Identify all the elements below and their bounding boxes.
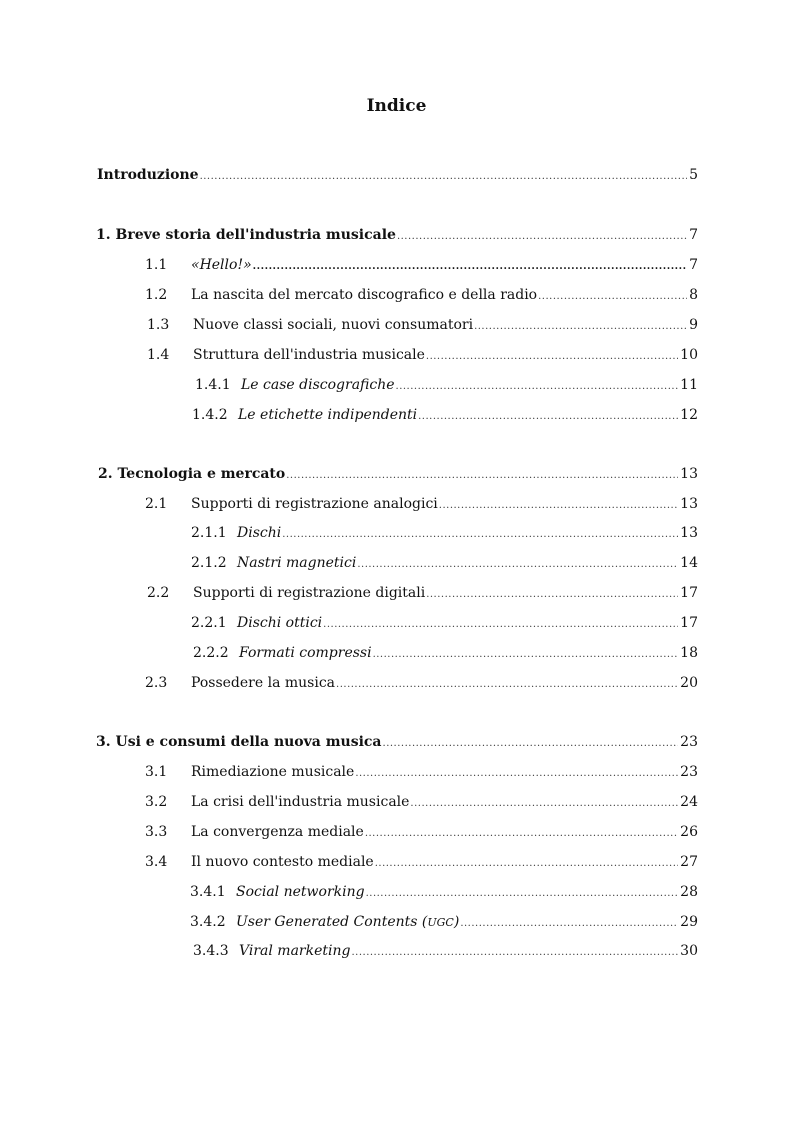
dot-leader bbox=[383, 733, 679, 753]
toc-entry-number: 1.4 bbox=[147, 347, 170, 363]
toc-entry-1-4[interactable] bbox=[147, 344, 698, 366]
toc-entry-number: 1.1 bbox=[145, 257, 168, 273]
toc-entry-1-3[interactable] bbox=[147, 314, 698, 336]
toc-entry-number: 3.3 bbox=[145, 824, 168, 840]
toc-entry-title: 2. Tecnologia e mercato bbox=[98, 466, 286, 482]
toc-entry-3-1[interactable] bbox=[145, 761, 698, 783]
toc-entry-title: «Hello!» bbox=[191, 257, 252, 273]
page-title: Indice bbox=[366, 96, 427, 116]
toc-entry-title-text: User Generated Contents ( bbox=[236, 914, 428, 930]
toc-entry-page: 29 bbox=[680, 914, 698, 930]
toc-entry-page: 30 bbox=[680, 943, 698, 959]
toc-entry-2-3[interactable] bbox=[145, 672, 698, 694]
dot-leader bbox=[336, 674, 678, 694]
toc-entry-2-2[interactable] bbox=[147, 582, 698, 604]
toc-entry-number: 2.2.1 bbox=[191, 615, 227, 631]
toc-entry-title: Nuove classi sociali, nuovi consumatori bbox=[193, 317, 474, 333]
toc-entry-title: La crisi dell'industria musicale bbox=[191, 794, 410, 810]
toc-entry-1-1[interactable] bbox=[145, 254, 698, 276]
toc-entry-number: 3.4.1 bbox=[190, 884, 226, 900]
toc-entry-title-abbr: UGC bbox=[427, 916, 454, 929]
toc-entry-page: 12 bbox=[680, 407, 698, 423]
toc-entry-number: 2.1 bbox=[145, 496, 168, 512]
toc-entry-title: Supporti di registrazione digitali bbox=[193, 585, 426, 601]
toc-entry-number: 1.4.2 bbox=[192, 407, 228, 423]
toc-entry-page: 23 bbox=[680, 764, 698, 780]
toc-entry-2-1-1[interactable] bbox=[191, 522, 698, 544]
toc-entry-title: La nascita del mercato discografico e della radio bbox=[191, 287, 538, 303]
toc-entry-title: Introduzione bbox=[97, 167, 199, 183]
toc-entry-3-4-3[interactable] bbox=[193, 940, 698, 962]
toc-entry-2-1[interactable] bbox=[145, 493, 698, 515]
dot-leader bbox=[396, 376, 679, 396]
toc-entry-number: 1.4.1 bbox=[195, 377, 231, 393]
dot-leader bbox=[282, 524, 678, 544]
toc-entry-title: Il nuovo contesto mediale bbox=[191, 854, 374, 870]
toc-entry-title: Le case discografiche bbox=[241, 377, 395, 393]
toc-entry-page: 13 bbox=[680, 525, 698, 541]
toc-entry-page: 7 bbox=[689, 257, 698, 273]
toc-entry-number: 2.3 bbox=[145, 675, 168, 691]
toc-entry-number: 3.4.3 bbox=[193, 943, 229, 959]
toc-entry-page: 20 bbox=[680, 675, 698, 691]
toc-entry-number: 2.1.1 bbox=[191, 525, 227, 541]
dot-leader bbox=[426, 346, 678, 366]
toc-entry-page: 24 bbox=[680, 794, 698, 810]
dot-leader bbox=[253, 256, 687, 276]
toc-entry-number: 3.4.2 bbox=[190, 914, 226, 930]
toc-entry-3-3[interactable] bbox=[145, 821, 698, 843]
toc-entry-number: 1.3 bbox=[147, 317, 170, 333]
toc-entry-page: 28 bbox=[680, 884, 698, 900]
toc-entry-title: Supporti di registrazione analogici bbox=[191, 496, 438, 512]
dot-leader bbox=[439, 495, 678, 515]
toc-entry-title: Formati compressi bbox=[239, 645, 372, 661]
toc-entry-number: 3.2 bbox=[145, 794, 168, 810]
toc-entry-title: Viral marketing bbox=[239, 943, 351, 959]
dot-leader bbox=[418, 406, 678, 426]
dot-leader bbox=[286, 465, 678, 485]
toc-entry-chapter-3[interactable] bbox=[96, 731, 698, 753]
toc-entry-introduzione[interactable] bbox=[97, 164, 698, 186]
toc-entry-page: 9 bbox=[689, 317, 698, 333]
toc-entry-title: Dischi bbox=[237, 525, 282, 541]
dot-leader bbox=[355, 763, 678, 783]
toc-entry-1-4-2[interactable] bbox=[192, 404, 698, 426]
dot-leader bbox=[426, 584, 678, 604]
toc-entry-title bbox=[236, 911, 459, 933]
toc-entry-chapter-1[interactable] bbox=[96, 224, 698, 246]
toc-entry-title: La convergenza mediale bbox=[191, 824, 364, 840]
toc-entry-title: Rimediazione musicale bbox=[191, 764, 355, 780]
toc-entry-2-2-1[interactable] bbox=[191, 612, 698, 634]
toc-entry-page: 8 bbox=[689, 287, 698, 303]
dot-leader bbox=[357, 554, 678, 574]
toc-entry-title: 1. Breve storia dell'industria musicale bbox=[96, 227, 396, 243]
toc-entry-page: 13 bbox=[680, 466, 698, 482]
toc-entry-chapter-2[interactable] bbox=[98, 463, 698, 485]
toc-entry-title: 3. Usi e consumi della nuova musica bbox=[96, 734, 382, 750]
toc-entry-number: 2.2 bbox=[147, 585, 170, 601]
dot-leader bbox=[323, 614, 678, 634]
dot-leader bbox=[410, 793, 678, 813]
dot-leader bbox=[538, 286, 687, 306]
toc-entry-title: Dischi ottici bbox=[237, 615, 323, 631]
toc-entry-3-4-1[interactable] bbox=[190, 881, 698, 903]
toc-entry-page: 18 bbox=[680, 645, 698, 661]
toc-entry-number: 3.1 bbox=[145, 764, 168, 780]
toc-entry-page: 11 bbox=[680, 377, 698, 393]
toc-entry-title-close: ) bbox=[453, 914, 460, 930]
dot-leader bbox=[474, 316, 687, 336]
toc-entry-title: Social networking bbox=[236, 884, 365, 900]
toc-entry-title: Nastri magnetici bbox=[237, 555, 357, 571]
toc-entry-page: 14 bbox=[680, 555, 698, 571]
dot-leader bbox=[351, 942, 678, 962]
dot-leader bbox=[460, 913, 678, 933]
toc-entry-page: 17 bbox=[680, 585, 698, 601]
toc-entry-number: 2.2.2 bbox=[193, 645, 229, 661]
dot-leader bbox=[200, 166, 688, 186]
dot-leader bbox=[375, 853, 678, 873]
toc-entry-2-1-2[interactable] bbox=[191, 552, 698, 574]
toc-entry-title: Le etichette indipendenti bbox=[238, 407, 418, 423]
toc-entry-3-2[interactable] bbox=[145, 791, 698, 813]
toc-entry-page: 7 bbox=[689, 227, 698, 243]
dot-leader bbox=[373, 644, 679, 664]
dot-leader bbox=[366, 883, 679, 903]
dot-leader bbox=[397, 226, 687, 246]
toc-entry-3-4-2[interactable] bbox=[190, 911, 698, 933]
toc-entry-page: 5 bbox=[689, 167, 698, 183]
toc-entry-page: 13 bbox=[680, 496, 698, 512]
toc-entry-page: 17 bbox=[680, 615, 698, 631]
toc-entry-title: Struttura dell'industria musicale bbox=[193, 347, 425, 363]
toc-entry-number: 3.4 bbox=[145, 854, 168, 870]
toc-entry-page: 27 bbox=[680, 854, 698, 870]
toc-entry-1-2[interactable] bbox=[145, 284, 698, 306]
toc-entry-number: 2.1.2 bbox=[191, 555, 227, 571]
toc-entry-3-4[interactable] bbox=[145, 851, 698, 873]
toc-entry-1-4-1[interactable] bbox=[195, 374, 698, 396]
toc-entry-number: 1.2 bbox=[145, 287, 168, 303]
toc-entry-page: 26 bbox=[680, 824, 698, 840]
dot-leader bbox=[365, 823, 678, 843]
toc-entry-title: Possedere la musica bbox=[191, 675, 336, 691]
toc-entry-page: 10 bbox=[680, 347, 698, 363]
toc-entry-page: 23 bbox=[680, 734, 698, 750]
toc-entry-2-2-2[interactable] bbox=[193, 642, 698, 664]
